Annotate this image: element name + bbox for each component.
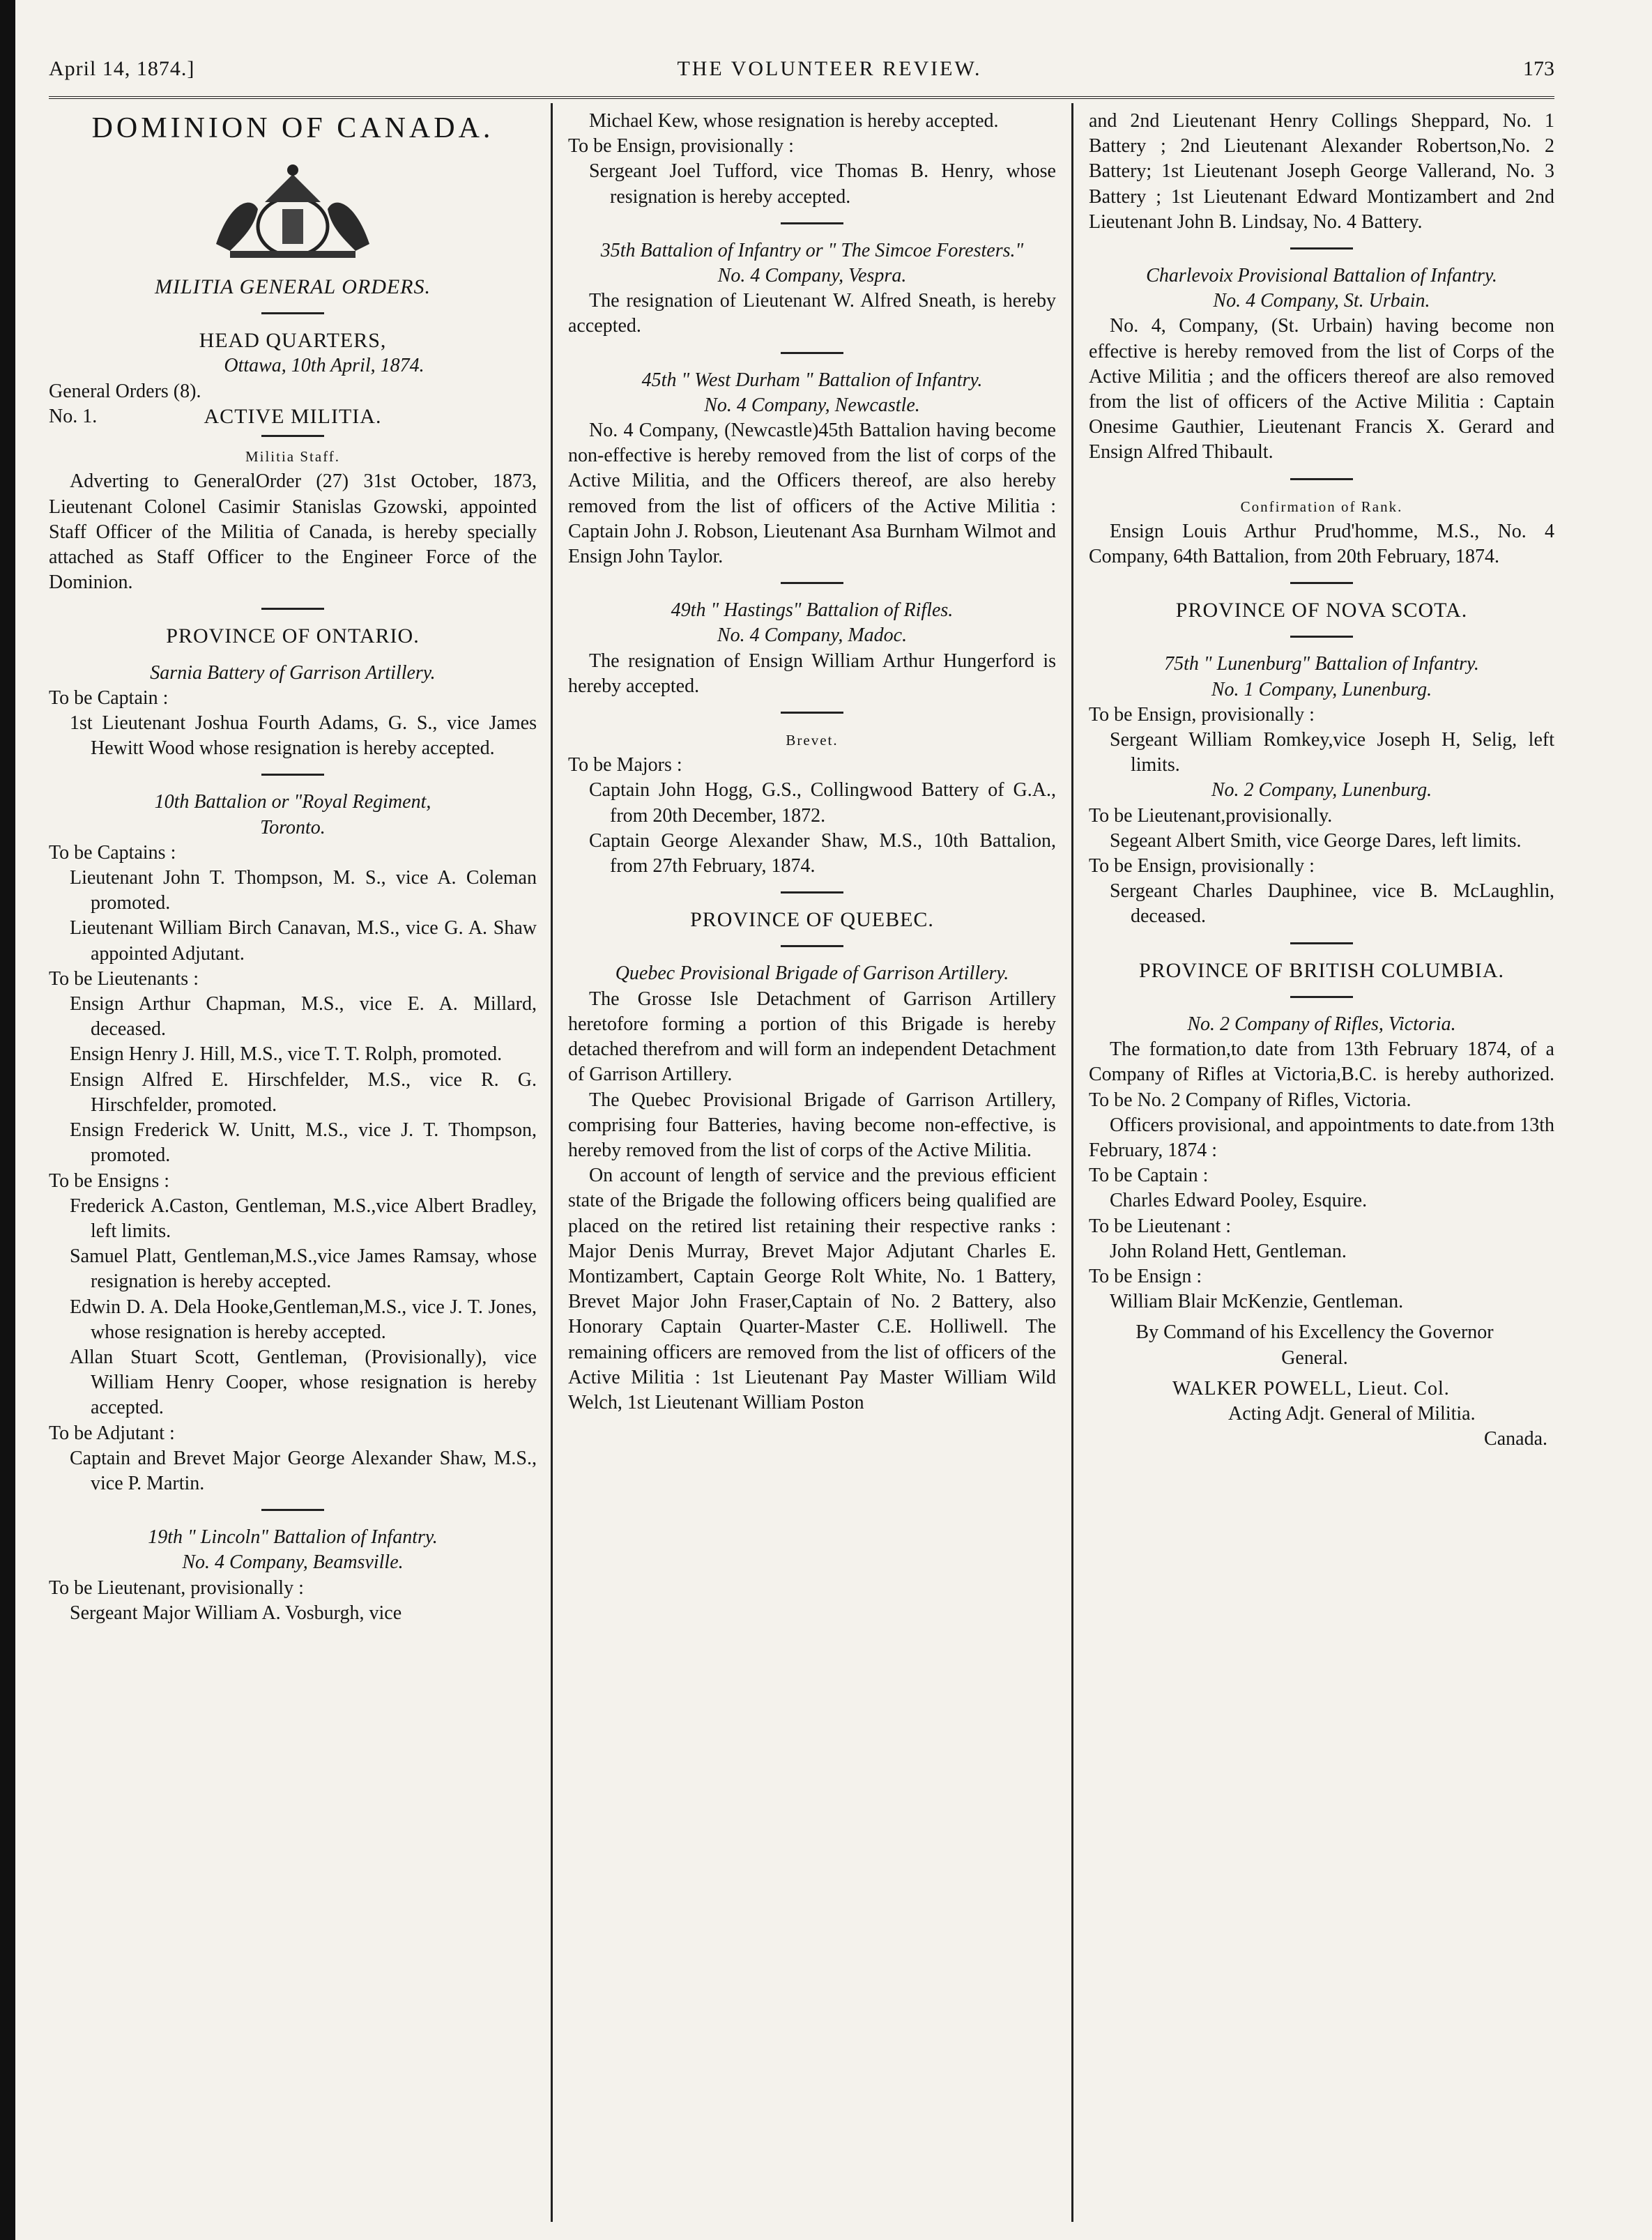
quebec-paragraph: The Quebec Provisional Brigade of Garrison Artillery, comprising four Batteries, having become non-effective, is hereby removed from the list of corps of the Active Militia. <box>568 1089 1056 1161</box>
lieutenant-entry: Ensign Frederick W. Unitt, M.S., vice J. T. Thompson, promoted. <box>70 1119 537 1167</box>
lieutenant-entry: Ensign Henry J. Hill, M.S., vice T. T. Rolph, promoted. <box>70 1043 503 1066</box>
bc-to-be-ensign: To be Ensign : <box>1089 1265 1202 1287</box>
continued-entry: Michael Kew, whose resignation is hereby accepted. <box>589 110 999 132</box>
captain-entry: Lieutenant William Birch Canavan, M.S., vice G. A. Shaw appointed Adjutant. <box>70 917 537 965</box>
general-orders-label: General Orders (8). <box>49 380 201 402</box>
ensign-entry: Frederick A.Caston, Gentleman, M.S.,vice Albert Bradley, left limits. <box>70 1195 537 1242</box>
simcoe-paragraph: The resignation of Lieutenant W. Alfred Sneath, is hereby accepted. <box>568 290 1056 337</box>
lieutenant-entry: Ensign Alfred E. Hirschfelder, M.S., vice R. G. Hirschfelder, promoted. <box>70 1068 537 1116</box>
militia-staff-heading: Militia Staff. <box>245 448 341 466</box>
ensign-entry: Sergeant Charles Dauphinee, vice B. McLaughlin, deceased. <box>1110 880 1554 928</box>
column-2 <box>568 109 1056 1416</box>
ensign-entry: Sergeant William Romkey,vice Joseph H, Selig, left limits. <box>1110 729 1554 776</box>
lincoln-entry: Sergeant Major William A. Vosburgh, vice <box>70 1602 402 1624</box>
militia-orders-title: MILITIA GENERAL ORDERS. <box>154 275 431 298</box>
column-1 <box>49 109 537 1626</box>
lincoln-company: No. 4 Company, Beamsville. <box>182 1551 404 1574</box>
ensign-entry: Allan Stuart Scott, Gentleman, (Provisionally), vice William Henry Cooper, whose resignation is hereby accepted. <box>70 1346 537 1419</box>
to-be-ensign: To be Ensign, provisionally : <box>1089 703 1315 726</box>
ensign-entry: Edwin D. A. Dela Hooke,Gentleman,M.S., vice J. T. Jones, whose resignation is hereby accepted. <box>70 1296 537 1343</box>
quebec-heading: PROVINCE OF QUEBEC. <box>690 908 934 932</box>
tenth-battalion-place: Toronto. <box>260 816 326 838</box>
to-be-ensigns: To be Ensigns : <box>49 1169 170 1192</box>
continued-entry: and 2nd Lieutenant Henry Collings Sheppard, No. 1 Battery ; 2nd Lieutenant Alexander Robertson,No. 2 Battery; 1st Lieutenant Joseph George Vallerand, No. 3 Battery ; 1st Lieutenant Edward Montizambert and 2nd Lieutenant John B. Lindsay, No. 4 Battery. <box>1089 110 1554 233</box>
durham-paragraph: No. 4 Company, (Newcastle)45th Battalion having become non-effective is hereby removed from the list of corps of the Active Militia, and the Officers thereof, are also hereby removed from the list of officers of the Active Militia : Captain John J. Robson, Lieutenant Asa Burnham Wilmot and Ensign John Taylor. <box>568 420 1056 568</box>
divider <box>781 712 843 714</box>
to-be-majors: To be Majors : <box>568 754 682 776</box>
to-be-ensign-2: To be Ensign, provisionally : <box>1089 855 1315 877</box>
divider <box>261 1509 324 1511</box>
bc-lieutenant: John Roland Hett, Gentleman. <box>1110 1240 1347 1262</box>
column-rule-2 <box>1071 103 1073 2222</box>
staff-paragraph: Adverting to GeneralOrder (27) 31st October, 1873, Lieutenant Colonel Casimir Stanislas Gzowski, appointed Staff Officer of the Militia of Canada, is hereby specially attached as Staff Officer to the Engineer Force of the Dominion. <box>49 470 537 594</box>
to-be-adjutant: To be Adjutant : <box>49 1422 175 1444</box>
signature-title: Acting Adjt. General of Militia. <box>1228 1402 1476 1425</box>
dominion-heading: DOMINION OF CANADA. <box>91 112 494 144</box>
sarnia-entry: 1st Lieutenant Joshua Fourth Adams, G. S., vice James Hewitt Wood whose resignation is hereby accepted. <box>70 712 537 760</box>
charlevoix-company: No. 4 Company, St. Urbain. <box>1213 290 1430 312</box>
divider <box>781 945 843 947</box>
to-be-ensign: To be Ensign, provisionally : <box>568 135 794 158</box>
confirmation-heading: Confirmation of Rank. <box>1240 498 1403 515</box>
place-date: Ottawa, 10th April, 1874. <box>224 355 425 377</box>
bc-company-heading: No. 2 Company of Rifles, Victoria. <box>1187 1013 1456 1035</box>
divider <box>781 222 843 224</box>
bc-captain: Charles Edward Pooley, Esquire. <box>1110 1190 1368 1212</box>
lincoln-heading: 19th " Lincoln" Battalion of Infantry. <box>148 1526 438 1549</box>
captain-entry: Lieutenant John T. Thompson, M. S., vice A. Coleman promoted. <box>70 867 537 914</box>
ensign-entry: Samuel Platt, Gentleman,M.S.,vice James Ramsay, whose resignation is hereby accepted. <box>70 1245 537 1293</box>
durham-company: No. 4 Company, Newcastle. <box>704 394 920 416</box>
to-be-lieutenant: To be Lieutenant,provisionally. <box>1089 804 1333 827</box>
divider <box>1290 247 1353 250</box>
issue-date: April 14, 1874.] <box>49 57 195 80</box>
divider <box>1290 942 1353 944</box>
divider <box>781 891 843 893</box>
charlevoix-paragraph: No. 4, Company, (St. Urbain) having become non effective is hereby removed from the list of Corps of the Active Militia ; and the officers thereof are also removed from the list of officers of the Active Militia : Captain Onesime Gauthier, Lieutenant Francis X. Gerard and Ensign Alfred Thibault. <box>1089 315 1554 463</box>
order-number: No. 1. <box>49 405 98 427</box>
hastings-paragraph: The resignation of Ensign William Arthur Hungerford is hereby accepted. <box>568 650 1056 697</box>
active-militia-heading: ACTIVE MILITIA. <box>204 405 382 429</box>
tenth-battalion-heading: 10th Battalion or "Royal Regiment, <box>154 791 431 813</box>
quebec-paragraph: The Grosse Isle Detachment of Garrison Artillery heretofore forming a portion of this Brigade is hereby detached therefrom and will form an independent Detachment of Garrison Artillery. <box>568 988 1056 1086</box>
hastings-heading: 49th " Hastings" Battalion of Rifles. <box>671 599 954 622</box>
signature-name: WALKER POWELL, Lieut. Col. <box>1172 1377 1450 1399</box>
header-rule <box>49 96 1554 102</box>
column-3 <box>1089 109 1554 1452</box>
to-be-captains: To be Captains : <box>49 841 176 864</box>
hq-heading: HEAD QUARTERS, <box>199 329 387 353</box>
lunenburg-company-2: No. 2 Company, Lunenburg. <box>1211 779 1432 801</box>
lieutenant-entry: Ensign Arthur Chapman, M.S., vice E. A. Millard, deceased. <box>70 993 537 1041</box>
to-be-lieutenants: To be Lieutenants : <box>49 967 199 990</box>
divider <box>261 312 324 314</box>
british-columbia-heading: PROVINCE OF BRITISH COLUMBIA. <box>1138 958 1505 982</box>
sarnia-heading: Sarnia Battery of Garrison Artillery. <box>150 661 436 684</box>
lunenburg-heading: 75th " Lunenburg" Battalion of Infantry. <box>1164 653 1479 675</box>
page-binding-edge <box>0 0 15 2240</box>
ontario-heading: PROVINCE OF ONTARIO. <box>166 624 420 648</box>
quebec-brigade-heading: Quebec Provisional Brigade of Garrison Artillery. <box>615 962 1009 985</box>
divider <box>261 608 324 610</box>
brevet-heading: Brevet. <box>786 732 839 749</box>
simcoe-company: No. 4 Company, Vespra. <box>717 265 907 287</box>
divider <box>1290 636 1353 638</box>
page-header <box>49 57 1554 96</box>
major-entry: Captain John Hogg, G.S., Collingwood Battery of G.A., from 20th December, 1872. <box>589 779 1056 827</box>
royal-crest-icon <box>188 160 397 265</box>
divider <box>1290 478 1353 480</box>
bc-paragraph: The formation,to date from 13th February 1874, of a Company of Rifles at Victoria,B.C. is hereby authorized. To be No. 2 Company of Rifles, Victoria. <box>1089 1038 1554 1111</box>
nova-scotia-heading: PROVINCE OF NOVA SCOTA. <box>1175 599 1468 622</box>
lunenburg-company-1: No. 1 Company, Lunenburg. <box>1211 678 1432 700</box>
signature-country: Canada. <box>1484 1428 1547 1450</box>
divider <box>1290 996 1353 998</box>
major-entry: Captain George Alexander Shaw, M.S., 10th Battalion, from 27th February, 1874. <box>589 829 1056 877</box>
page-number: 173 <box>1523 57 1554 80</box>
hastings-company: No. 4 Company, Madoc. <box>717 624 908 647</box>
divider <box>1290 582 1353 584</box>
durham-heading: 45th " West Durham " Battalion of Infantry. <box>641 369 983 391</box>
divider <box>261 435 324 437</box>
charlevoix-heading: Charlevoix Provisional Battalion of Infantry. <box>1146 265 1497 287</box>
divider <box>781 352 843 354</box>
publication-title: THE VOLUNTEER REVIEW. <box>677 57 982 80</box>
bc-to-be-captain: To be Captain : <box>1089 1165 1209 1187</box>
confirmation-paragraph: Ensign Louis Arthur Prud'homme, M.S., No. 4 Company, 64th Battalion, from 20th February, 1874. <box>1089 520 1554 568</box>
bc-paragraph: Officers provisional, and appointments to date.from 13th February, 1874 : <box>1089 1114 1554 1161</box>
simcoe-heading: 35th Battalion of Infantry or " The Simcoe Foresters." <box>600 239 1024 261</box>
bc-to-be-lieutenant: To be Lieutenant : <box>1089 1215 1232 1237</box>
adjutant-entry: Captain and Brevet Major George Alexander Shaw, M.S., vice P. Martin. <box>70 1447 537 1494</box>
column-rule-1 <box>551 103 553 2222</box>
lieutenant-entry: Segeant Albert Smith, vice George Dares, left limits. <box>1110 829 1522 852</box>
by-command: By Command of his Excellency the Governor General. <box>1135 1321 1494 1369</box>
bc-ensign: William Blair McKenzie, Gentleman. <box>1110 1291 1404 1313</box>
divider <box>261 774 324 776</box>
lincoln-to-be: To be Lieutenant, provisionally : <box>49 1577 304 1599</box>
ensign-entry: Sergeant Joel Tufford, vice Thomas B. Henry, whose resignation is hereby accepted. <box>589 160 1056 208</box>
quebec-paragraph: On account of length of service and the previous efficient state of the Brigade the following officers being qualified are placed on the retired list retaining their respective ranks : Major Denis Murray, Brevet Major Adjutant Charles E. Montizambert, Captain George Rolt White, No. 1 Battery, Brevet Major John Fraser,Captain of No. 2 Battery, also Honorary Captain Quarter-Master C.E. Holliwell. The remaining officers are removed from the list of officers of the Active Militia : 1st Lieutenant Pay Master William Wild Welch, 1st Lieutenant William Poston <box>568 1165 1056 1413</box>
sarnia-to-be: To be Captain : <box>49 686 169 709</box>
divider <box>781 582 843 584</box>
